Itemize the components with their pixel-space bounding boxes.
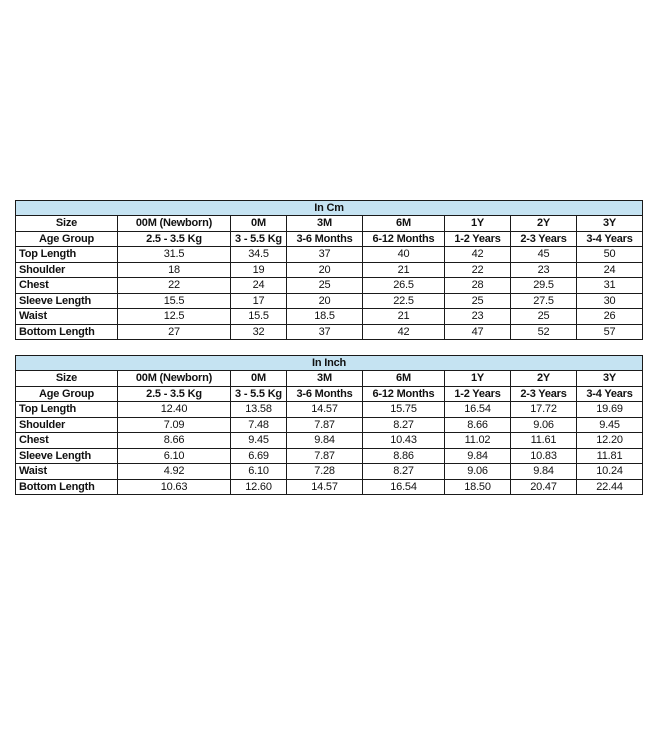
table-cell: 23 xyxy=(445,309,511,325)
table-cell: 26 xyxy=(577,309,643,325)
table-cell: 37 xyxy=(287,247,363,263)
header-cell: 2Y xyxy=(511,216,577,232)
row-label: Sleeve Length xyxy=(16,293,118,309)
table-cell: 18 xyxy=(118,262,231,278)
header-cell: 1-2 Years xyxy=(445,231,511,247)
table-row xyxy=(16,464,643,480)
table-cell: 9.06 xyxy=(445,464,511,480)
row-label: Bottom Length xyxy=(16,479,118,495)
table-row xyxy=(16,417,643,433)
table-cell: 12.40 xyxy=(118,402,231,418)
header-cell: 00M (Newborn) xyxy=(118,371,231,387)
table-cell: 9.06 xyxy=(511,417,577,433)
table-row xyxy=(16,309,643,325)
header-cell: 3 - 5.5 Kg xyxy=(231,386,287,402)
table-cell: 15.5 xyxy=(118,293,231,309)
table-row xyxy=(16,247,643,263)
table-title-row xyxy=(16,356,643,371)
table-cell: 30 xyxy=(577,293,643,309)
table-cell: 16.54 xyxy=(363,479,445,495)
table-cell: 40 xyxy=(363,247,445,263)
table-cell: 23 xyxy=(511,262,577,278)
header-cell: 3-6 Months xyxy=(287,231,363,247)
table-row xyxy=(16,324,643,340)
row-label: Age Group xyxy=(16,386,118,402)
header-cell: 2Y xyxy=(511,371,577,387)
header-cell: 3Y xyxy=(577,216,643,232)
table-cell: 15.5 xyxy=(231,309,287,325)
table-cell: 12.60 xyxy=(231,479,287,495)
table-cell: 9.84 xyxy=(445,448,511,464)
size-header-row xyxy=(16,371,643,387)
table-cell: 9.45 xyxy=(577,417,643,433)
table-cell: 10.24 xyxy=(577,464,643,480)
header-cell: 3-4 Years xyxy=(577,386,643,402)
table-row xyxy=(16,262,643,278)
table-cell: 10.63 xyxy=(118,479,231,495)
table-cell: 52 xyxy=(511,324,577,340)
table-cell: 18.50 xyxy=(445,479,511,495)
row-label: Size xyxy=(16,216,118,232)
header-cell: 1Y xyxy=(445,216,511,232)
table-cell: 20.47 xyxy=(511,479,577,495)
table-cell: 28 xyxy=(445,278,511,294)
table-cell: 19 xyxy=(231,262,287,278)
header-cell: 2-3 Years xyxy=(511,386,577,402)
table-cell: 11.81 xyxy=(577,448,643,464)
header-cell: 3-6 Months xyxy=(287,386,363,402)
row-label: Sleeve Length xyxy=(16,448,118,464)
table-cell: 9.45 xyxy=(231,433,287,449)
table-cell: 22.5 xyxy=(363,293,445,309)
header-cell: 3Y xyxy=(577,371,643,387)
table-cell: 6.10 xyxy=(231,464,287,480)
table-cell: 27.5 xyxy=(511,293,577,309)
table-cell: 10.43 xyxy=(363,433,445,449)
table-cell: 20 xyxy=(287,262,363,278)
header-cell: 3 - 5.5 Kg xyxy=(231,231,287,247)
table-cell: 8.86 xyxy=(363,448,445,464)
table-cell: 11.02 xyxy=(445,433,511,449)
table-cell: 8.66 xyxy=(118,433,231,449)
table-cell: 19.69 xyxy=(577,402,643,418)
header-cell: 0M xyxy=(231,371,287,387)
table-cell: 7.87 xyxy=(287,417,363,433)
table-cell: 21 xyxy=(363,262,445,278)
table-cell: 22 xyxy=(445,262,511,278)
table-cell: 17 xyxy=(231,293,287,309)
table-title-row xyxy=(16,201,643,216)
age-group-row xyxy=(16,231,643,247)
table-cell: 7.48 xyxy=(231,417,287,433)
table-cell: 4.92 xyxy=(118,464,231,480)
row-label: Waist xyxy=(16,464,118,480)
table-cell: 9.84 xyxy=(511,464,577,480)
table-cell: 34.5 xyxy=(231,247,287,263)
row-label: Shoulder xyxy=(16,417,118,433)
header-cell: 2.5 - 3.5 Kg xyxy=(118,231,231,247)
row-label: Bottom Length xyxy=(16,324,118,340)
table-cell: 47 xyxy=(445,324,511,340)
table-cell: 42 xyxy=(445,247,511,263)
table-cell: 25 xyxy=(287,278,363,294)
table-cell: 26.5 xyxy=(363,278,445,294)
header-cell: 3-4 Years xyxy=(577,231,643,247)
table-row xyxy=(16,479,643,495)
table-cell: 8.27 xyxy=(363,417,445,433)
header-cell: 6M xyxy=(363,371,445,387)
header-cell: 2.5 - 3.5 Kg xyxy=(118,386,231,402)
table-cell: 25 xyxy=(445,293,511,309)
table-cell: 31.5 xyxy=(118,247,231,263)
row-label: Size xyxy=(16,371,118,387)
header-cell: 0M xyxy=(231,216,287,232)
table-row xyxy=(16,448,643,464)
table-cell: 27 xyxy=(118,324,231,340)
table-cell: 12.5 xyxy=(118,309,231,325)
row-label: Age Group xyxy=(16,231,118,247)
table-cell: 12.20 xyxy=(577,433,643,449)
table-cell: 7.09 xyxy=(118,417,231,433)
table-cell: 15.75 xyxy=(363,402,445,418)
table-cell: 6.10 xyxy=(118,448,231,464)
table-cell: 7.87 xyxy=(287,448,363,464)
size-header-row xyxy=(16,216,643,232)
table-cell: 8.27 xyxy=(363,464,445,480)
header-cell: 6-12 Months xyxy=(363,231,445,247)
row-label: Chest xyxy=(16,433,118,449)
table-cell: 14.57 xyxy=(287,402,363,418)
table-cell: 6.69 xyxy=(231,448,287,464)
table-cell: 14.57 xyxy=(287,479,363,495)
header-cell: 2-3 Years xyxy=(511,231,577,247)
table-title: In Cm xyxy=(16,201,643,216)
table-cell: 22 xyxy=(118,278,231,294)
table-cell: 9.84 xyxy=(287,433,363,449)
size-chart-inch-table xyxy=(15,355,643,495)
table-cell: 37 xyxy=(287,324,363,340)
row-label: Waist xyxy=(16,309,118,325)
table-cell: 31 xyxy=(577,278,643,294)
table-cell: 22.44 xyxy=(577,479,643,495)
table-cell: 13.58 xyxy=(231,402,287,418)
table-cell: 7.28 xyxy=(287,464,363,480)
header-cell: 3M xyxy=(287,371,363,387)
age-group-row xyxy=(16,386,643,402)
table-cell: 10.83 xyxy=(511,448,577,464)
table-row xyxy=(16,278,643,294)
table-cell: 29.5 xyxy=(511,278,577,294)
row-label: Top Length xyxy=(16,247,118,263)
row-label: Chest xyxy=(16,278,118,294)
table-cell: 16.54 xyxy=(445,402,511,418)
table-cell: 25 xyxy=(511,309,577,325)
size-chart-cm-table xyxy=(15,200,643,340)
table-row xyxy=(16,433,643,449)
table-cell: 45 xyxy=(511,247,577,263)
table-cell: 57 xyxy=(577,324,643,340)
row-label: Shoulder xyxy=(16,262,118,278)
header-cell: 6-12 Months xyxy=(363,386,445,402)
header-cell: 1-2 Years xyxy=(445,386,511,402)
table-cell: 20 xyxy=(287,293,363,309)
table-cell: 24 xyxy=(577,262,643,278)
table-title: In Inch xyxy=(16,356,643,371)
header-cell: 00M (Newborn) xyxy=(118,216,231,232)
table-cell: 32 xyxy=(231,324,287,340)
table-cell: 8.66 xyxy=(445,417,511,433)
table-cell: 17.72 xyxy=(511,402,577,418)
table-cell: 50 xyxy=(577,247,643,263)
header-cell: 3M xyxy=(287,216,363,232)
header-cell: 6M xyxy=(363,216,445,232)
table-cell: 42 xyxy=(363,324,445,340)
table-row xyxy=(16,293,643,309)
table-row xyxy=(16,402,643,418)
header-cell: 1Y xyxy=(445,371,511,387)
table-cell: 24 xyxy=(231,278,287,294)
table-cell: 21 xyxy=(363,309,445,325)
table-cell: 18.5 xyxy=(287,309,363,325)
table-cell: 11.61 xyxy=(511,433,577,449)
row-label: Top Length xyxy=(16,402,118,418)
